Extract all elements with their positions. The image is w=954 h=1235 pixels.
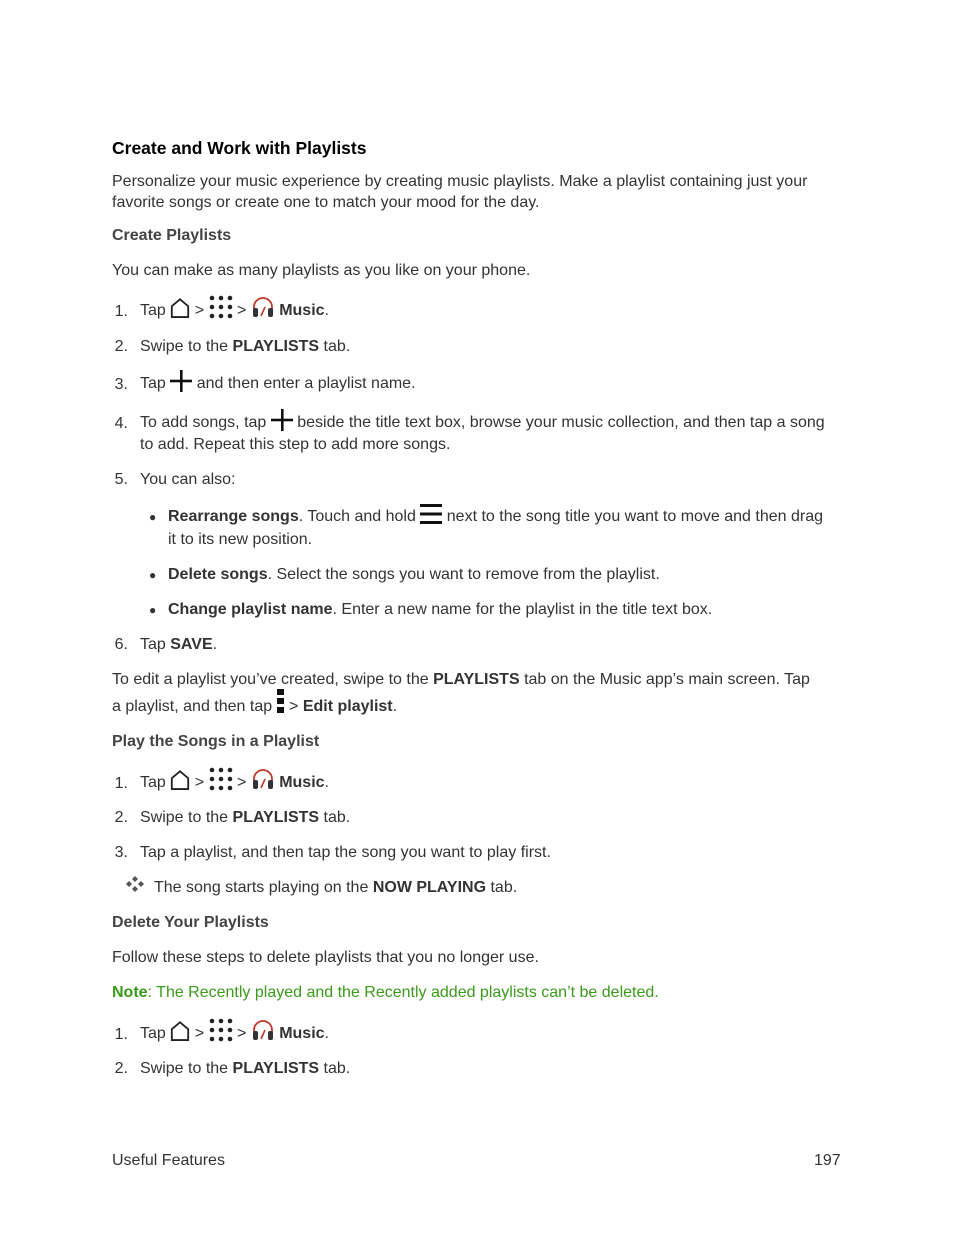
delete-text: Follow these steps to delete playlists that you no longer use. <box>112 949 539 966</box>
headphones-icon <box>251 767 275 791</box>
step-text: Swipe to the <box>140 338 229 355</box>
step-text: Tap <box>140 636 166 653</box>
intro-paragraph <box>112 171 842 213</box>
step-text: and then enter a playlist name. <box>196 375 416 392</box>
bullet-text: next to the song title you want to move and then drag <box>446 508 824 525</box>
step-text: Tap a playlist, and then tap the song you want to play first. <box>140 844 551 861</box>
step-number: 6. <box>114 636 128 653</box>
create-text: You can make as many playlists as you like on your phone. <box>112 262 531 279</box>
step-number: 4. <box>114 415 128 432</box>
bullet-title: Delete songs <box>168 566 268 583</box>
separator: > <box>194 1025 205 1042</box>
tap-label: Tap <box>140 774 166 791</box>
step-number: 1. <box>114 1026 128 1043</box>
result-text: tab. <box>490 879 518 896</box>
result-text: The song starts playing on the <box>154 879 369 896</box>
step-number: 1. <box>114 303 128 320</box>
step-text: beside the title text box, browse your music collection, and then tap a song <box>297 414 825 431</box>
bullet-title: Rearrange songs <box>168 508 299 525</box>
edit-playlist-label: Edit playlist <box>302 698 393 715</box>
step-text: You can also: <box>140 471 236 488</box>
step-number: 1. <box>114 775 128 792</box>
bullet-text: . Touch and hold <box>298 508 416 525</box>
headphones-icon <box>251 295 275 319</box>
playlists-tab-label: PLAYLISTS <box>232 1060 320 1077</box>
tap-label: Tap <box>140 1025 166 1042</box>
apps-icon <box>209 1018 233 1042</box>
separator: > <box>289 698 299 715</box>
headphones-icon <box>251 1018 275 1042</box>
page-title: Create and Work with Playlists <box>112 138 367 158</box>
edit-text: a playlist, and then tap <box>112 698 273 715</box>
edit-text: tab on the Music app’s main screen. Tap <box>524 671 810 688</box>
punct: . <box>324 1025 329 1042</box>
step-text: to add. Repeat this step to add more songs. <box>140 436 451 453</box>
section-heading-delete: Delete Your Playlists <box>112 914 269 931</box>
home-icon <box>170 1020 190 1042</box>
separator: > <box>194 774 205 791</box>
menu-icon <box>420 503 442 525</box>
music-app-label: Music <box>279 774 325 791</box>
playlists-tab-label: PLAYLISTS <box>232 338 320 355</box>
step-text: Swipe to the <box>140 1060 229 1077</box>
bullet-text: it to its new position. <box>168 531 313 548</box>
bullet-dot: ● <box>149 568 157 582</box>
step-text: Tap <box>140 375 166 392</box>
result-diamond-icon <box>125 876 145 892</box>
apps-icon <box>209 767 233 791</box>
tap-label: Tap <box>140 302 166 319</box>
bullet-text: . Select the songs you want to remove from the playlist. <box>267 566 660 583</box>
step-number: 2. <box>114 809 128 826</box>
step-number: 3. <box>114 376 128 393</box>
edit-text: To edit a playlist you’ve created, swipe to the <box>112 671 429 688</box>
note-text: : The Recently played and the Recently added playlists can’t be deleted. <box>147 984 659 1001</box>
bullet-dot: ● <box>149 510 157 524</box>
section-heading-play: Play the Songs in a Playlist <box>112 733 320 750</box>
section-heading-create: Create Playlists <box>112 227 232 244</box>
step-number: 2. <box>114 338 128 355</box>
home-icon <box>170 769 190 791</box>
note-label: Note <box>112 984 148 1001</box>
music-app-label: Music <box>279 302 325 319</box>
bullet-text: . Enter a new name for the playlist in the title text box. <box>332 601 713 618</box>
punct: . <box>324 302 329 319</box>
playlists-tab-label: PLAYLISTS <box>232 809 320 826</box>
music-app-label: Music <box>279 1025 325 1042</box>
plus-icon <box>170 370 192 392</box>
bullet-title: Change playlist name <box>168 601 333 618</box>
note <box>112 984 659 1002</box>
separator: > <box>236 302 247 319</box>
footer-section: Useful Features <box>112 1152 225 1169</box>
separator: > <box>194 302 205 319</box>
step-text: tab. <box>323 1060 351 1077</box>
bullet-dot: ● <box>149 603 157 617</box>
punct: . <box>212 636 218 653</box>
intro-text: Personalize your music experience by creating music playlists. Make a playlist containing just your favorite songs or create one to match your mood for the day. <box>112 173 808 211</box>
step-number: 3. <box>114 844 128 861</box>
plus-icon <box>271 409 293 431</box>
page-number: 197 <box>814 1152 841 1169</box>
punct: . <box>392 698 398 715</box>
apps-icon <box>209 295 233 319</box>
step-text: To add songs, tap <box>140 414 267 431</box>
save-label: SAVE <box>170 636 213 653</box>
step-text: Swipe to the <box>140 809 229 826</box>
step-number: 5. <box>114 471 128 488</box>
playlists-tab-label: PLAYLISTS <box>433 671 520 688</box>
step-text: tab. <box>323 338 351 355</box>
step-text: tab. <box>323 809 351 826</box>
step-number: 2. <box>114 1060 128 1077</box>
punct: . <box>324 774 329 791</box>
separator: > <box>236 774 247 791</box>
home-icon <box>170 297 190 319</box>
now-playing-label: NOW PLAYING <box>372 879 487 896</box>
separator: > <box>236 1025 247 1042</box>
more-options-icon <box>277 689 285 713</box>
